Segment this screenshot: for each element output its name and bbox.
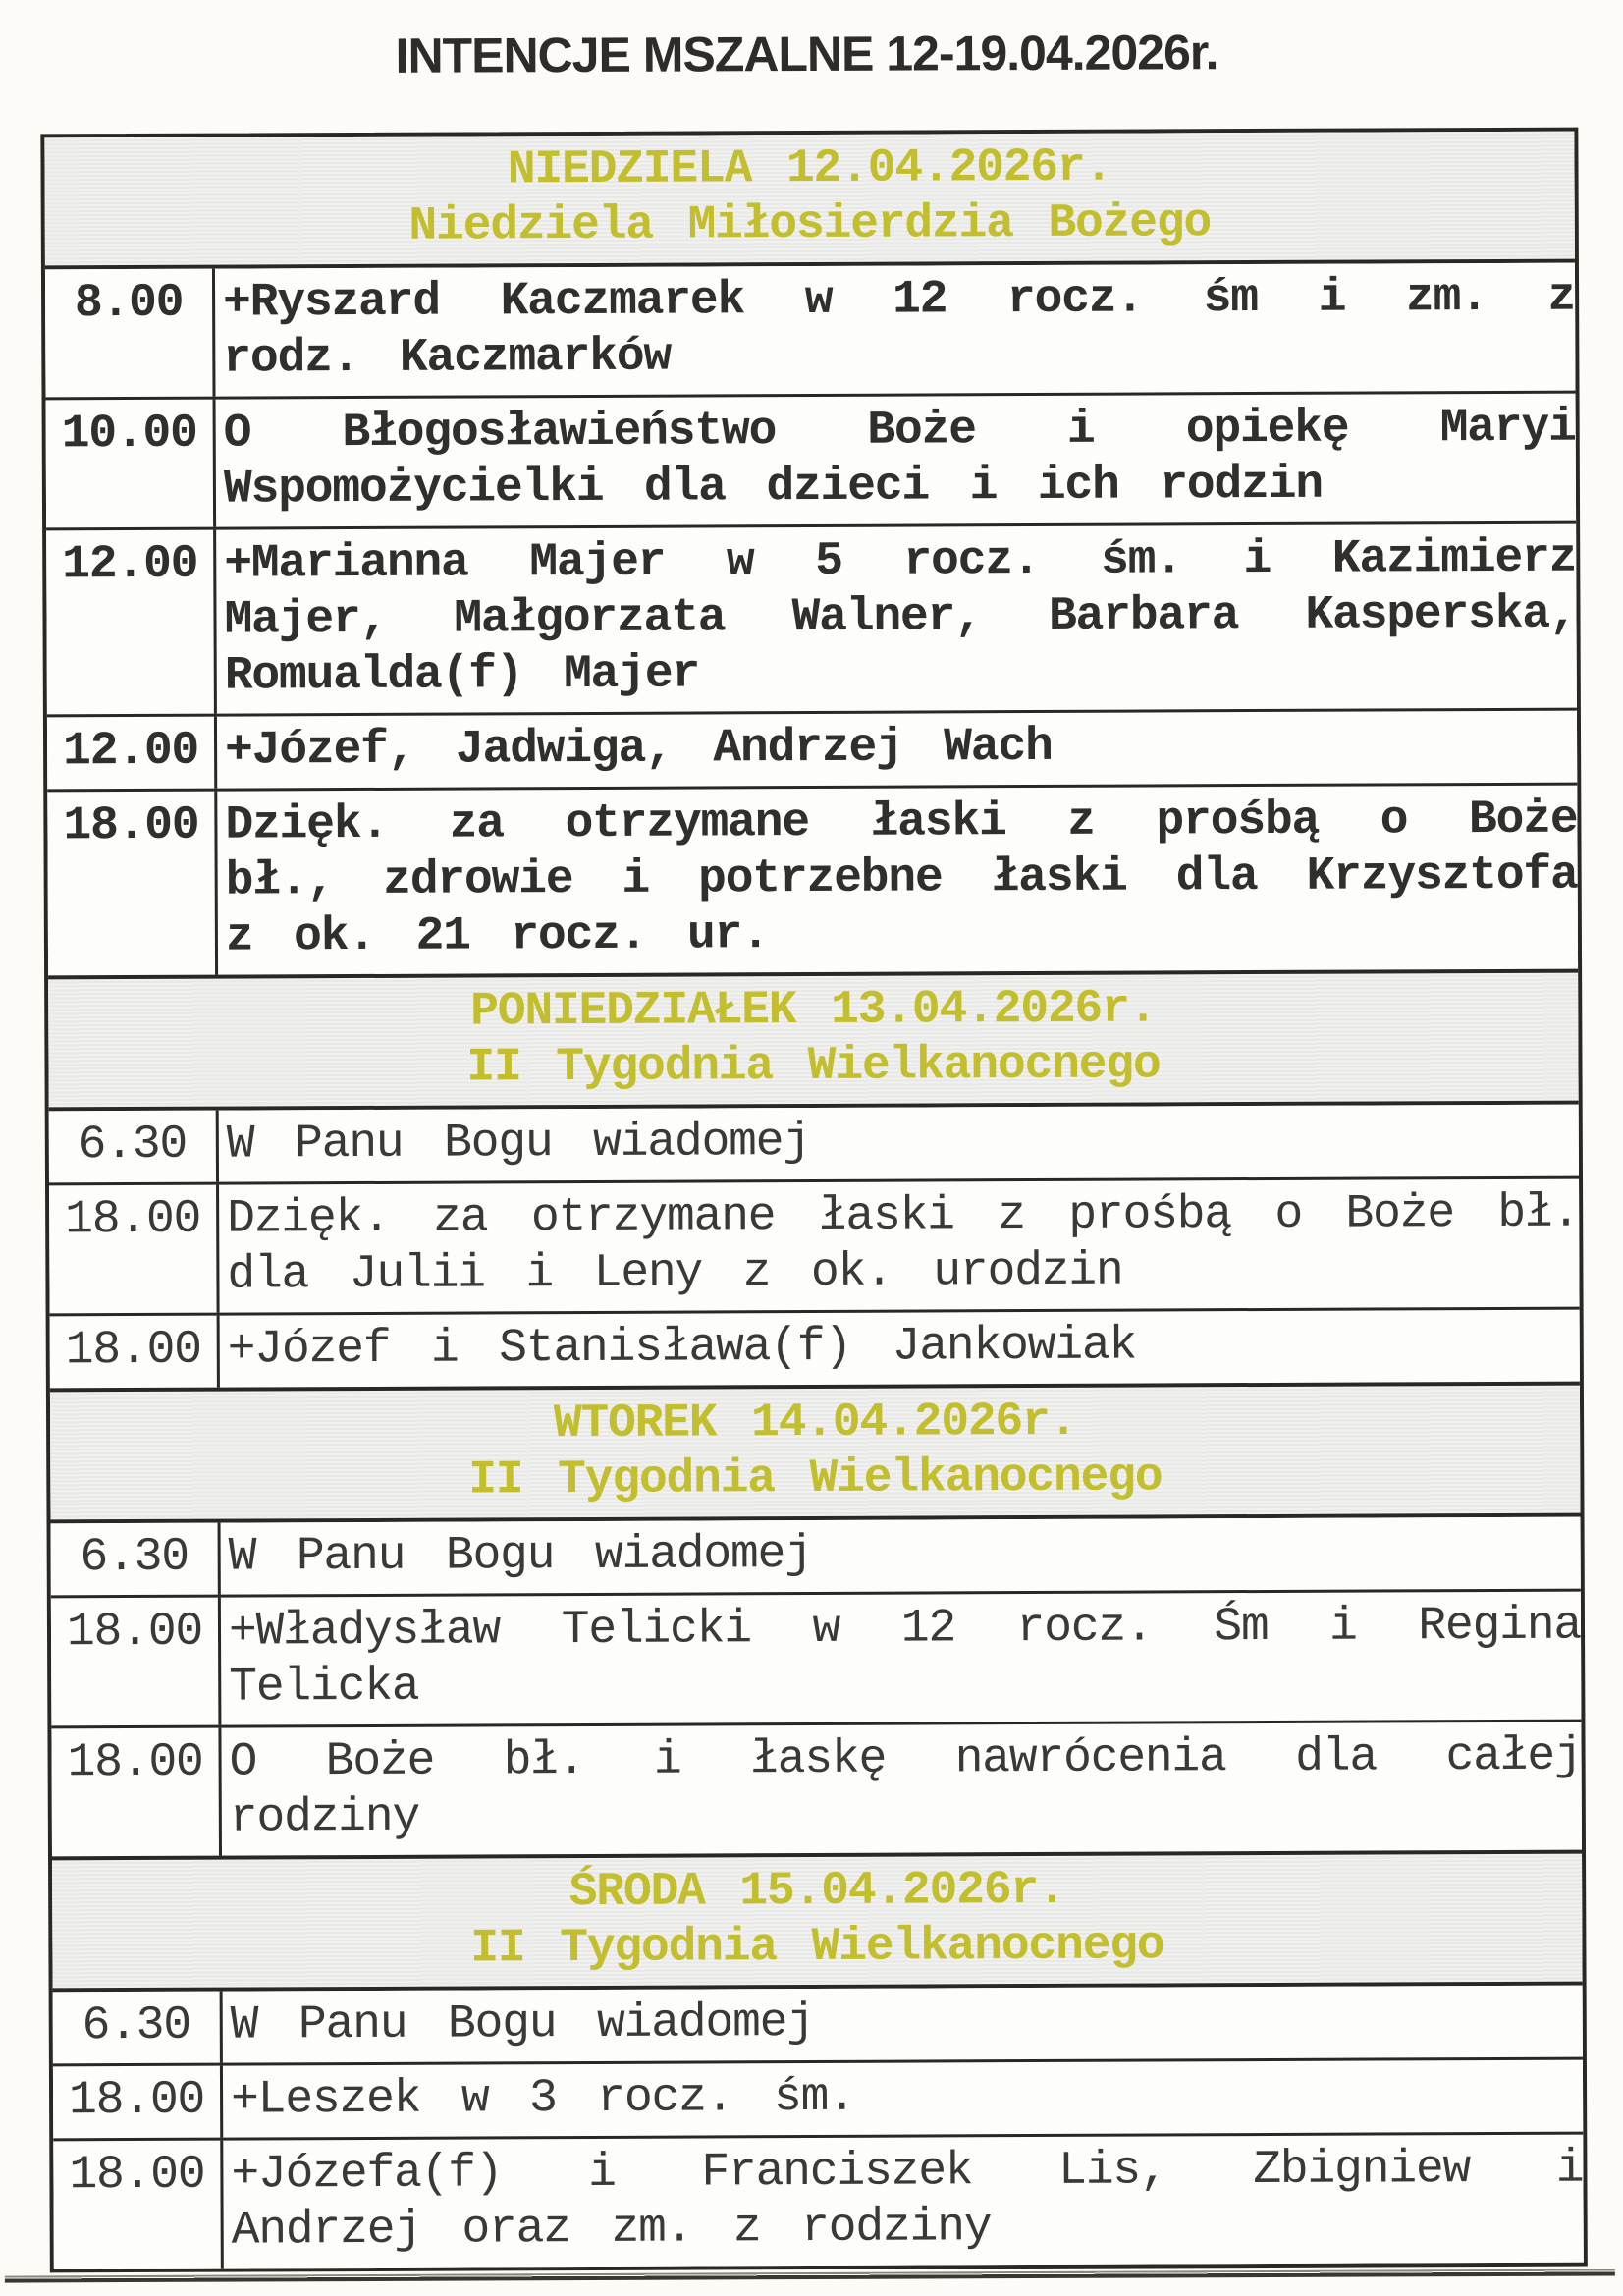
mass-time: 12.00	[47, 717, 217, 790]
mass-intention: +Józef i Stanisława(f) Jankowiak	[227, 1319, 1137, 1377]
mass-intention: +Ryszard Kaczmarek w 12 rocz. śm i zm. z rodz. Kaczmarków	[222, 270, 1576, 386]
day-header-line2: II Tygodnia Wielkanocnego	[468, 1450, 1163, 1507]
day-section-wtorek	[50, 1382, 1582, 1857]
mass-intention: +Marianna Majer w 5 rocz. śm. i Kazimierz Majer, Małgorzata Walner, Barbara Kasperska, Romualda(f) Majer	[224, 531, 1577, 703]
mass-row	[46, 391, 1577, 528]
mass-row	[47, 708, 1577, 790]
mass-time: 6.30	[49, 1111, 219, 1183]
day-header-line1: NIEDZIELA 12.04.2026r.	[507, 140, 1112, 197]
mass-time: 18.00	[49, 1185, 220, 1314]
day-header-line2: Niedziela Miłosierdzia Bożego	[408, 196, 1212, 253]
day-header-line2: II Tygodnia Wielkanocnego	[466, 1038, 1161, 1095]
mass-time: 10.00	[46, 400, 217, 528]
mass-time: 6.30	[53, 1992, 223, 2064]
day-section-niedziela	[44, 132, 1578, 976]
mass-row	[49, 1105, 1579, 1183]
mass-row	[45, 263, 1576, 398]
mass-intention: +Józefa(f) i Franciszek Lis, Zbigniew i Andrzej oraz zm. z rodziny	[231, 2142, 1584, 2258]
mass-row	[53, 2057, 1583, 2139]
mass-intention: W Panu Bogu wiadomej	[228, 1528, 812, 1584]
mass-time: 12.00	[46, 530, 217, 715]
mass-row	[46, 521, 1577, 715]
mass-row	[49, 1176, 1580, 1314]
mass-row	[47, 783, 1578, 976]
mass-intention: O Błogosławieństwo Boże i opiekę Maryi Wspomożycielki dla dzieci i ich rodzin	[223, 401, 1576, 517]
mass-intention: +Józef, Jadwiga, Andrzej Wach	[224, 720, 1053, 778]
mass-time: 18.00	[47, 792, 218, 976]
mass-intention: +Leszek w 3 rocz. śm.	[230, 2070, 855, 2127]
day-header-band	[52, 1850, 1583, 1993]
mass-intention: W Panu Bogu wiadomej	[226, 1116, 811, 1172]
mass-intention: +Władysław Telicki w 12 rocz. Śm i Regina Telicka	[228, 1599, 1582, 1715]
mass-intention: Dzięk. za otrzymane łaski z prośbą o Boże bł. dla Julii i Leny z ok. urodzin	[227, 1186, 1580, 1302]
mass-time: 18.00	[53, 2141, 224, 2269]
mass-row	[51, 1517, 1581, 1596]
mass-row	[53, 2132, 1584, 2269]
day-header-line1: ŚRODA 15.04.2026r.	[568, 1863, 1065, 1920]
intentions-table	[40, 128, 1587, 2273]
mass-row	[53, 1986, 1583, 2064]
mass-row	[51, 1720, 1582, 1857]
page-title: INTENCJE MSZALNE 12-19.04.2026r.	[395, 25, 1218, 83]
mass-intention: O Boże bł. i łaskę nawrócenia dla całej rodziny	[229, 1729, 1582, 1845]
day-section-sroda	[52, 1850, 1584, 2269]
day-section-poniedzialek	[48, 969, 1580, 1389]
day-header-line2: II Tygodnia Wielkanocnego	[470, 1919, 1164, 1976]
day-header-line1: WTOREK 14.04.2026r.	[553, 1394, 1077, 1451]
mass-row	[51, 1589, 1582, 1726]
day-header-line1: PONIEDZIAŁEK 13.04.2026r.	[470, 982, 1157, 1039]
mass-time: 18.00	[51, 1598, 222, 1726]
day-header-band	[48, 969, 1579, 1112]
day-header-band	[44, 132, 1575, 270]
mass-time: 18.00	[50, 1316, 220, 1389]
mass-time: 8.00	[45, 269, 216, 398]
mass-intention: Dzięk. za otrzymane łaski z prośbą o Boże bł., zdrowie i potrzebne łaski dla Krzysztofa z ok. 21 rocz. ur.	[225, 793, 1578, 964]
mass-time: 18.00	[53, 2066, 223, 2139]
mass-time: 6.30	[51, 1523, 221, 1596]
mass-intention: W Panu Bogu wiadomej	[230, 1995, 814, 2052]
mass-time: 18.00	[51, 1728, 222, 1857]
mass-row	[50, 1307, 1580, 1389]
day-header-band	[50, 1382, 1581, 1524]
